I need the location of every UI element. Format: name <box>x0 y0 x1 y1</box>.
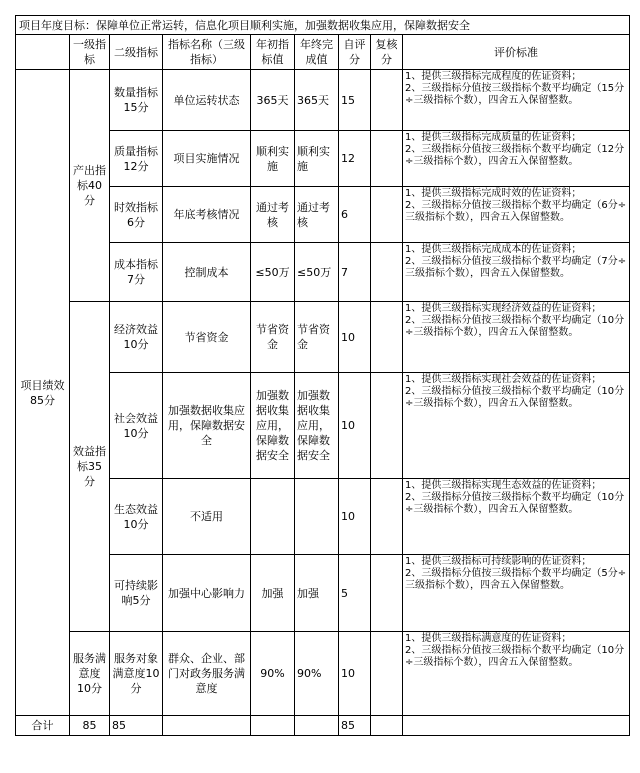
review-score <box>371 555 403 632</box>
criteria <box>403 70 630 131</box>
review-score <box>371 479 403 555</box>
self-score: 10 <box>339 479 371 555</box>
level1-indicator: 服务满意度10分 <box>70 632 110 716</box>
level2-indicator: 质量指标12分 <box>110 131 163 187</box>
initial-value: 节省资金 <box>251 302 295 373</box>
total-blank <box>403 716 630 736</box>
final-value: 通过考核 <box>295 187 339 243</box>
total-level1: 85 <box>70 716 110 736</box>
self-score: 10 <box>339 632 371 716</box>
initial-value: 365天 <box>251 70 295 131</box>
review-score <box>371 243 403 302</box>
criteria-line: 1、提供三级指标完成时效的佐证资料； <box>405 188 582 199</box>
criteria-line: 1、提供三级指标实现社会效益的佐证资料； <box>405 374 602 385</box>
indicator-name: 项目实施情况 <box>163 131 251 187</box>
criteria-line: 2、三级指标分值按三级指标个数平均确定（10分÷三级指标个数），四舍五入保留整数。 <box>405 315 625 338</box>
indicator-name: 节省资金 <box>163 302 251 373</box>
criteria-line: 2、三级指标分值按三级指标个数平均确定（15分÷三级指标个数），四舍五入保留整数。 <box>405 83 625 106</box>
total-blank <box>251 716 295 736</box>
level2-indicator: 社会效益10分 <box>110 373 163 479</box>
level1-indicator: 产出指标40分 <box>70 70 110 302</box>
criteria-line: 1、提供三级指标可持续影响的佐证资料； <box>405 556 592 567</box>
initial-value: 加强 <box>251 555 295 632</box>
level2-indicator: 可持续影响5分 <box>110 555 163 632</box>
self-score: 10 <box>339 373 371 479</box>
final-value: 顺利实施 <box>295 131 339 187</box>
criteria-line: 1、提供三级指标完成质量的佐证资料； <box>405 132 582 143</box>
indicator-name: 单位运转状态 <box>163 70 251 131</box>
initial-value: 90% <box>251 632 295 716</box>
self-score: 6 <box>339 187 371 243</box>
level1-indicator: 效益指标35分 <box>70 302 110 632</box>
review-score <box>371 373 403 479</box>
initial-value: ≤50万 <box>251 243 295 302</box>
review-score <box>371 302 403 373</box>
table-row <box>16 632 630 716</box>
table-row <box>16 302 630 373</box>
self-score: 15 <box>339 70 371 131</box>
header-level2: 二级指标 <box>110 35 163 70</box>
initial-value <box>251 479 295 555</box>
total-blank <box>371 716 403 736</box>
criteria <box>403 243 630 302</box>
final-value: 加强数据收集应用，保障数据安全 <box>295 373 339 479</box>
review-score <box>371 70 403 131</box>
initial-value: 通过考核 <box>251 187 295 243</box>
header-initial: 年初指标值 <box>251 35 295 70</box>
criteria-line: 2、三级指标分值按三级指标个数平均确定（10分÷三级指标个数），四舍五入保留整数。 <box>405 645 625 668</box>
indicator-name: 不适用 <box>163 479 251 555</box>
criteria-line: 2、三级指标分值按三级指标个数平均确定（7分÷三级指标个数），四舍五入保留整数。 <box>405 256 627 279</box>
level2-indicator: 成本指标7分 <box>110 243 163 302</box>
criteria <box>403 302 630 373</box>
indicator-name: 年底考核情况 <box>163 187 251 243</box>
criteria <box>403 131 630 187</box>
level2-indicator: 时效指标6分 <box>110 187 163 243</box>
indicator-name: 加强中心影响力 <box>163 555 251 632</box>
total-label: 合计 <box>16 716 70 736</box>
indicator-name: 控制成本 <box>163 243 251 302</box>
table-row <box>16 70 630 131</box>
header-review: 复核分 <box>371 35 403 70</box>
final-value: 90% <box>295 632 339 716</box>
criteria <box>403 632 630 716</box>
header-final: 年终完成值 <box>295 35 339 70</box>
criteria-line: 2、三级指标分值按三级指标个数平均确定（10分÷三级指标个数），四舍五入保留整数。 <box>405 386 625 409</box>
criteria-line: 2、三级指标分值按三级指标个数平均确定（5分÷三级指标个数），四舍五入保留整数。 <box>405 568 627 591</box>
self-score: 7 <box>339 243 371 302</box>
criteria-line: 1、提供三级指标实现经济效益的佐证资料； <box>405 303 602 314</box>
project-performance: 项目绩效85分 <box>16 70 70 716</box>
review-score <box>371 187 403 243</box>
level2-indicator: 服务对象满意度10分 <box>110 632 163 716</box>
level2-indicator: 生态效益10分 <box>110 479 163 555</box>
total-row <box>16 716 630 736</box>
criteria-line: 1、提供三级指标完成程度的佐证资料； <box>405 71 582 82</box>
indicator-name: 加强数据收集应用，保障数据安全 <box>163 373 251 479</box>
level2-indicator: 经济效益10分 <box>110 302 163 373</box>
header-self: 自评分 <box>339 35 371 70</box>
level2-indicator: 数量指标15分 <box>110 70 163 131</box>
self-score: 12 <box>339 131 371 187</box>
final-value: ≤50万 <box>295 243 339 302</box>
total-blank <box>295 716 339 736</box>
criteria-line: 2、三级指标分值按三级指标个数平均确定（12分÷三级指标个数），四舍五入保留整数。 <box>405 144 625 167</box>
initial-value: 顺利实施 <box>251 131 295 187</box>
review-score <box>371 131 403 187</box>
review-score <box>371 632 403 716</box>
header-criteria: 评价标准 <box>403 35 630 70</box>
total-level2: 85 <box>110 716 163 736</box>
header-row <box>16 35 630 70</box>
criteria <box>403 555 630 632</box>
final-value: 加强 <box>295 555 339 632</box>
criteria-line: 2、三级指标分值按三级指标个数平均确定（10分÷三级指标个数），四舍五入保留整数。 <box>405 492 625 515</box>
indicator-name: 群众、企业、部门对政务服务满意度 <box>163 632 251 716</box>
header-name: 指标名称（三级指标） <box>163 35 251 70</box>
self-score: 10 <box>339 302 371 373</box>
criteria-line: 1、提供三级指标满意度的佐证资料； <box>405 633 572 644</box>
criteria-line: 1、提供三级指标实现生态效益的佐证资料； <box>405 480 602 491</box>
criteria <box>403 187 630 243</box>
annual-goal: 项目年度目标：保障单位正常运转，信息化项目顺利实施，加强数据收集应用，保障数据安全 <box>16 16 630 35</box>
initial-value: 加强数据收集应用，保障数据安全 <box>251 373 295 479</box>
performance-table <box>15 15 630 736</box>
total-blank <box>163 716 251 736</box>
final-value <box>295 479 339 555</box>
total-self: 85 <box>339 716 371 736</box>
self-score: 5 <box>339 555 371 632</box>
final-value: 365天 <box>295 70 339 131</box>
final-value: 节省资金 <box>295 302 339 373</box>
criteria-line: 1、提供三级指标完成成本的佐证资料； <box>405 244 582 255</box>
header-level1: 一级指标 <box>70 35 110 70</box>
criteria <box>403 373 630 479</box>
criteria-line: 2、三级指标分值按三级指标个数平均确定（6分÷三级指标个数），四舍五入保留整数。 <box>405 200 627 223</box>
criteria <box>403 479 630 555</box>
header-blank <box>16 35 70 70</box>
